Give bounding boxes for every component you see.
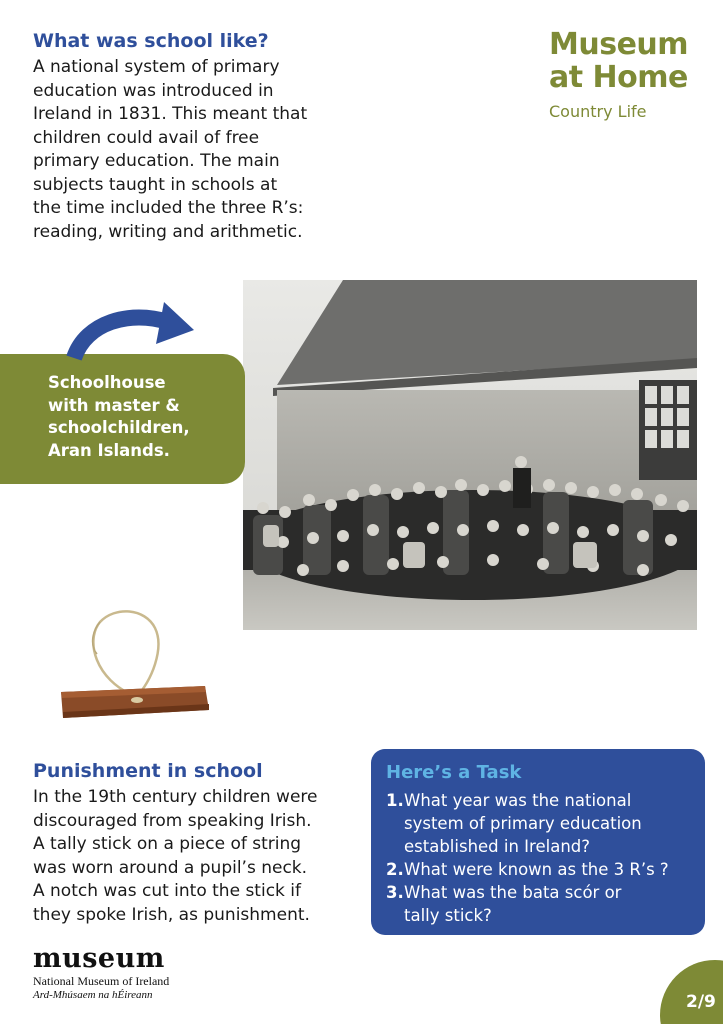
caption-line: schoolchildren, bbox=[48, 418, 190, 437]
curved-arrow-icon bbox=[60, 296, 200, 376]
intro-text bbox=[33, 56, 353, 244]
brand-title-line1: Museum bbox=[549, 27, 689, 62]
intro-line: subjects taught in schools at bbox=[33, 174, 278, 195]
caption-line: Schoolhouse bbox=[48, 373, 166, 392]
task-item-number: 2. bbox=[386, 860, 404, 879]
brand-title-line2: at Home bbox=[549, 60, 688, 95]
caption-line: Aran Islands. bbox=[48, 440, 170, 460]
page-number: 2/9 bbox=[686, 992, 716, 1012]
punishment-line: they spoke Irish, as punishment. bbox=[33, 904, 310, 925]
task-item-number: 3. bbox=[386, 883, 404, 902]
intro-title: What was school like? bbox=[33, 30, 269, 52]
punishment-line: A notch was cut into the stick if bbox=[33, 881, 301, 901]
intro-line: the time included the three R’s: bbox=[33, 198, 304, 218]
schoolhouse-photo bbox=[243, 280, 697, 630]
brand-block bbox=[549, 28, 709, 121]
punishment-line: discouraged from speaking Irish. bbox=[33, 810, 312, 831]
logo-english-name: National Museum of Ireland bbox=[33, 974, 170, 988]
task-item-line: system of primary education bbox=[404, 814, 642, 833]
caption-line: with master & bbox=[48, 395, 180, 415]
task-item bbox=[386, 881, 691, 927]
task-item bbox=[386, 858, 691, 881]
punishment-line: In the 19th century children were bbox=[33, 787, 318, 807]
task-item-line: What was the bata scór or bbox=[404, 883, 622, 902]
task-box bbox=[371, 749, 705, 935]
punishment-line: was worn around a pupil’s neck. bbox=[33, 857, 308, 878]
logo-wordmark: museum bbox=[33, 943, 165, 974]
punishment-text bbox=[33, 786, 363, 927]
punishment-title: Punishment in school bbox=[33, 760, 263, 782]
intro-line: A national system of primary bbox=[33, 57, 280, 77]
task-item-number: 1. bbox=[386, 791, 404, 810]
task-item-line: tally stick? bbox=[404, 906, 492, 925]
intro-section bbox=[33, 30, 353, 244]
logo-irish-name: Ard-Mhúsaem na hÉireann bbox=[33, 989, 153, 1001]
intro-line: primary education. The main bbox=[33, 151, 280, 171]
intro-line: children could avail of free bbox=[33, 127, 260, 148]
brand-subtitle: Country Life bbox=[549, 102, 647, 121]
punishment-section bbox=[33, 760, 363, 927]
task-item-line: What were known as the 3 R’s ? bbox=[404, 860, 669, 879]
schoolhouse-photo-image bbox=[243, 280, 697, 630]
task-title: Here’s a Task bbox=[386, 762, 522, 783]
tally-stick-image bbox=[55, 600, 225, 725]
task-item bbox=[386, 789, 691, 858]
task-item-line: What year was the national bbox=[404, 791, 632, 810]
museum-logo bbox=[33, 945, 233, 1001]
task-item-line: established in Ireland? bbox=[404, 837, 591, 856]
task-list bbox=[386, 789, 691, 927]
intro-line: education was introduced in bbox=[33, 80, 274, 101]
intro-line: reading, writing and arithmetic. bbox=[33, 221, 303, 242]
punishment-line: A tally stick on a piece of string bbox=[33, 834, 302, 854]
intro-line: Ireland in 1831. This meant that bbox=[33, 104, 308, 124]
